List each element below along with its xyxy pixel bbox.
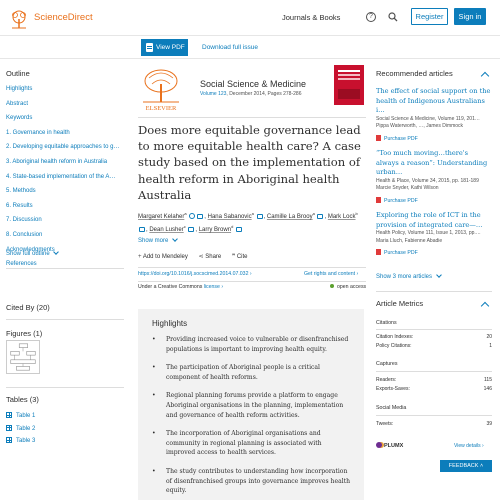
purchase-pdf-link[interactable] bbox=[376, 249, 492, 256]
table-icon bbox=[6, 437, 12, 443]
table-icon bbox=[6, 425, 12, 431]
outline-item[interactable]: 7. Discussion bbox=[6, 217, 42, 224]
metric-value: 1 bbox=[489, 343, 492, 349]
left-sidebar bbox=[0, 59, 128, 500]
quote-icon: ❞ bbox=[231, 254, 237, 260]
journal-name[interactable]: Social Science & Medicine bbox=[200, 79, 307, 89]
author-affiliation: a bbox=[312, 211, 315, 216]
recommended-article-journal: Health & Place, Volume 34, 2015, pp. 181-189 bbox=[376, 177, 479, 184]
license-note bbox=[138, 284, 223, 290]
outline-item[interactable]: 4. State-based implementation of the A… bbox=[6, 173, 116, 180]
external-link-icon: › bbox=[249, 271, 252, 277]
highlight-item: • The study contributes to understanding how incorporation of disenfranchised groups into governance improves health equity. bbox=[152, 467, 352, 496]
get-rights-link[interactable] bbox=[304, 271, 358, 277]
elsevier-tree-logo[interactable] bbox=[8, 9, 30, 29]
outline-item[interactable]: Acknowledgments bbox=[6, 246, 55, 253]
outline-item[interactable]: 1. Governance in health bbox=[6, 129, 70, 136]
highlight-item: • The incorporation of Aboriginal organisations and community in regional planning is associated with improved access to health services. bbox=[152, 429, 352, 458]
show-more-articles-label: Show 3 more articles bbox=[376, 274, 433, 280]
elsevier-logo[interactable] bbox=[138, 66, 185, 112]
show-more-articles-link[interactable] bbox=[376, 273, 441, 280]
journal-cover[interactable] bbox=[334, 65, 364, 105]
recommended-article-title[interactable]: “Too much moving…there's always a reason”: Understanding urban… bbox=[376, 149, 488, 176]
recommended-heading: Recommended articles bbox=[376, 69, 453, 78]
recommended-article-authors: Marcie Snyder, Kathi Wilson bbox=[376, 185, 439, 192]
plus-icon: + bbox=[138, 254, 143, 260]
outline-item[interactable]: 5. Methods bbox=[6, 188, 36, 195]
recommended-article-authors: Maria Lluch, Fabienne Abadie bbox=[376, 237, 443, 244]
divider bbox=[376, 291, 492, 292]
outline-item[interactable]: Highlights bbox=[6, 86, 33, 92]
recommended-article-authors: Pippa Waterworth, …, James Dimmock bbox=[376, 123, 464, 130]
email-icon[interactable] bbox=[257, 214, 263, 219]
author-affiliation: c bbox=[183, 224, 186, 229]
divider bbox=[6, 387, 124, 388]
author-link[interactable]: Margaret Kelaher bbox=[138, 214, 185, 220]
table-label: Table 2 bbox=[16, 425, 36, 432]
chevron-up-icon[interactable] bbox=[481, 72, 489, 80]
plumx-logo[interactable]: PLUMX bbox=[376, 442, 403, 449]
figures-heading[interactable]: Figures (1) bbox=[6, 329, 43, 338]
table-label: Table 1 bbox=[16, 413, 36, 419]
sign-in-button[interactable]: Sign in bbox=[454, 8, 486, 25]
register-button[interactable]: Register bbox=[411, 8, 448, 25]
view-pdf-button[interactable]: View PDF bbox=[141, 39, 188, 56]
chevron-down-icon bbox=[172, 236, 178, 242]
feedback-button[interactable] bbox=[440, 460, 492, 472]
metric-value: 20 bbox=[486, 334, 492, 340]
divider bbox=[138, 267, 366, 268]
tables-heading[interactable]: Tables (3) bbox=[6, 395, 39, 404]
metric-value: 39 bbox=[486, 421, 492, 427]
highlight-item: • The participation of Aboriginal people is a critical component of health reforms. bbox=[152, 363, 352, 382]
metric-label: Citation Indexes: bbox=[376, 334, 414, 340]
highlight-item: • Regional planning forums provide a platform to engage Aboriginal organisations in the planning, implementation and governance of health reform activities. bbox=[152, 391, 352, 420]
recommended-article bbox=[376, 149, 492, 204]
help-icon[interactable]: ? bbox=[366, 12, 376, 22]
view-details-label: View details bbox=[454, 443, 481, 449]
recommended-article-title[interactable]: Exploring the role of ICT in the provision of integrated care—… bbox=[376, 211, 483, 229]
recommended-article bbox=[376, 87, 492, 142]
outline-heading: Outline bbox=[6, 69, 30, 78]
volume-details: , December 2014, Pages 278-286 bbox=[226, 91, 302, 97]
cite-label: Cite bbox=[236, 254, 248, 260]
email-icon[interactable] bbox=[236, 227, 242, 232]
outline-item[interactable]: References bbox=[6, 261, 37, 268]
author-link[interactable]: Larry Brown bbox=[198, 227, 232, 233]
cited-by-heading[interactable]: Cited By (20) bbox=[6, 303, 50, 312]
pdf-icon bbox=[376, 197, 381, 203]
divider bbox=[376, 415, 492, 416]
pdf-icon bbox=[376, 249, 381, 255]
email-icon[interactable] bbox=[188, 227, 194, 232]
share-icon: ⋖ bbox=[198, 254, 206, 260]
open-access-badge: open access bbox=[330, 284, 366, 290]
external-link-icon: › bbox=[221, 284, 224, 290]
author-affiliation: d bbox=[231, 224, 234, 229]
outline-item[interactable]: 6. Results bbox=[6, 202, 33, 209]
captures-heading: Captures bbox=[376, 361, 398, 367]
metrics-heading: Article Metrics bbox=[376, 299, 424, 308]
metric-row bbox=[376, 343, 492, 349]
author-link[interactable]: Mark Lock bbox=[327, 214, 356, 220]
pdf-icon bbox=[146, 43, 153, 52]
cite-button[interactable] bbox=[232, 254, 248, 260]
show-more-authors[interactable] bbox=[138, 237, 177, 244]
article-actions bbox=[138, 253, 257, 260]
person-icon[interactable] bbox=[189, 213, 195, 219]
figure-thumbnail[interactable] bbox=[6, 340, 40, 374]
divider bbox=[138, 117, 366, 118]
external-link-icon: › bbox=[356, 271, 359, 277]
sciencedirect-brand[interactable]: ScienceDirect bbox=[34, 12, 93, 23]
author-affiliation: a bbox=[251, 211, 254, 216]
social-media-heading: Social Media bbox=[376, 405, 407, 411]
license-link[interactable]: license bbox=[203, 284, 220, 290]
top-header bbox=[0, 0, 500, 36]
metric-value: 146 bbox=[483, 386, 492, 392]
divider bbox=[376, 329, 492, 330]
metric-label: Exports-Saves: bbox=[376, 386, 410, 392]
show-more-label: Show more bbox=[138, 238, 169, 244]
citations-heading: Citations bbox=[376, 320, 397, 326]
share-label: Share bbox=[205, 254, 222, 260]
divider bbox=[376, 371, 492, 372]
purchase-pdf-link[interactable] bbox=[376, 197, 492, 204]
svg-text:ELSEVIER: ELSEVIER bbox=[145, 105, 177, 112]
author-affiliation: b bbox=[355, 211, 358, 216]
recommended-article-title[interactable]: The effect of social support on the health of Indigenous Australians i… bbox=[376, 87, 491, 114]
divider bbox=[6, 268, 124, 269]
download-full-issue-link[interactable]: Download full issue bbox=[202, 44, 259, 51]
outline-item[interactable]: Keywords bbox=[6, 115, 33, 122]
view-details-link[interactable] bbox=[454, 443, 484, 449]
metric-label: Policy Citations: bbox=[376, 343, 412, 349]
recommended-article-journal: Health Policy, Volume 111, Issue 1, 2013, pp.… bbox=[376, 230, 481, 236]
chevron-down-icon bbox=[436, 272, 442, 278]
license-prefix: Under a Creative Commons bbox=[138, 284, 203, 290]
highlights-box bbox=[138, 309, 364, 500]
highlights-heading: Highlights bbox=[152, 319, 188, 328]
outline-item[interactable]: Abstract bbox=[6, 100, 29, 107]
author-list: Margaret Kelaher$^a$ , Hana Sabanovic$^a$ , Camille La Brooy$^a$ , Mark Lock$^b$ , Dean Lusher$^c$ , Larry Brown$^d$ bbox=[138, 211, 358, 233]
metric-row bbox=[376, 334, 492, 340]
share-button[interactable] bbox=[199, 254, 222, 260]
outline-list bbox=[6, 84, 124, 274]
metric-row bbox=[376, 421, 492, 427]
tables-list bbox=[6, 411, 35, 449]
metric-label: Tweets: bbox=[376, 421, 394, 427]
chevron-up-icon[interactable] bbox=[481, 302, 489, 310]
author-link[interactable]: Hana Sabanovic bbox=[207, 214, 252, 220]
search-icon[interactable] bbox=[388, 12, 398, 22]
journals-books-link[interactable]: Journals & Books bbox=[282, 13, 341, 22]
recommended-article-journal: Social Science & Medicine, Volume 119, 201… bbox=[376, 115, 480, 122]
show-full-outline-label: Show full outline bbox=[6, 251, 50, 257]
outline-item[interactable]: 3. Aboriginal health reform in Australia bbox=[6, 158, 108, 165]
article-title: Does more equitable governance lead to more equitable health care? A case study based on the implementation of health reform in Aboriginal health Australia bbox=[138, 123, 361, 202]
divider bbox=[138, 281, 366, 282]
purchase-pdf-label: Purchase PDF bbox=[384, 197, 418, 204]
doi-link[interactable] bbox=[138, 271, 252, 277]
email-icon[interactable] bbox=[139, 227, 145, 232]
table-link[interactable] bbox=[6, 424, 35, 437]
show-full-outline-link[interactable] bbox=[6, 250, 58, 257]
purchase-pdf-label: Purchase PDF bbox=[384, 135, 418, 142]
rights-text: Get rights and content bbox=[304, 271, 356, 277]
author-link[interactable]: Camille La Brooy bbox=[266, 214, 313, 220]
table-label: Table 3 bbox=[16, 438, 36, 444]
add-to-mendeley-label: Add to Mendeley bbox=[142, 254, 188, 260]
table-icon bbox=[6, 412, 12, 418]
metric-value: 115 bbox=[484, 377, 492, 383]
metric-label: Readers: bbox=[376, 377, 397, 383]
author-link[interactable]: Dean Lusher bbox=[149, 227, 184, 233]
email-icon[interactable] bbox=[317, 214, 323, 219]
metric-row bbox=[376, 386, 492, 392]
add-to-mendeley-button[interactable] bbox=[138, 254, 188, 260]
recommended-article bbox=[376, 211, 492, 256]
purchase-pdf-link[interactable] bbox=[376, 135, 492, 142]
author-affiliation: a bbox=[184, 211, 187, 216]
table-link[interactable] bbox=[6, 436, 35, 449]
email-icon[interactable] bbox=[197, 214, 203, 219]
table-link[interactable] bbox=[6, 411, 35, 424]
purchase-pdf-label: Purchase PDF bbox=[384, 250, 418, 257]
metric-row bbox=[376, 377, 492, 383]
volume-link[interactable]: Volume 123 bbox=[200, 91, 227, 97]
divider bbox=[6, 319, 124, 320]
outline-item[interactable]: 8. Conclusion bbox=[6, 231, 43, 238]
chevron-right-icon: › bbox=[481, 443, 484, 449]
doi-text: https://doi.org/10.1016/j.socscimed.2014.07.032 bbox=[138, 271, 249, 277]
chevron-up-icon: ˄ bbox=[479, 463, 484, 469]
chevron-down-icon bbox=[54, 249, 60, 255]
journal-volume bbox=[200, 91, 301, 97]
outline-item[interactable]: 2. Developing equitable approaches to g… bbox=[6, 144, 120, 151]
highlight-item: • Providing increased voice to vulnerable or disenfranchised populations is important to improving health equity. bbox=[152, 335, 352, 354]
feedback-label: FEEDBACK bbox=[448, 463, 479, 469]
pdf-icon bbox=[376, 135, 381, 141]
